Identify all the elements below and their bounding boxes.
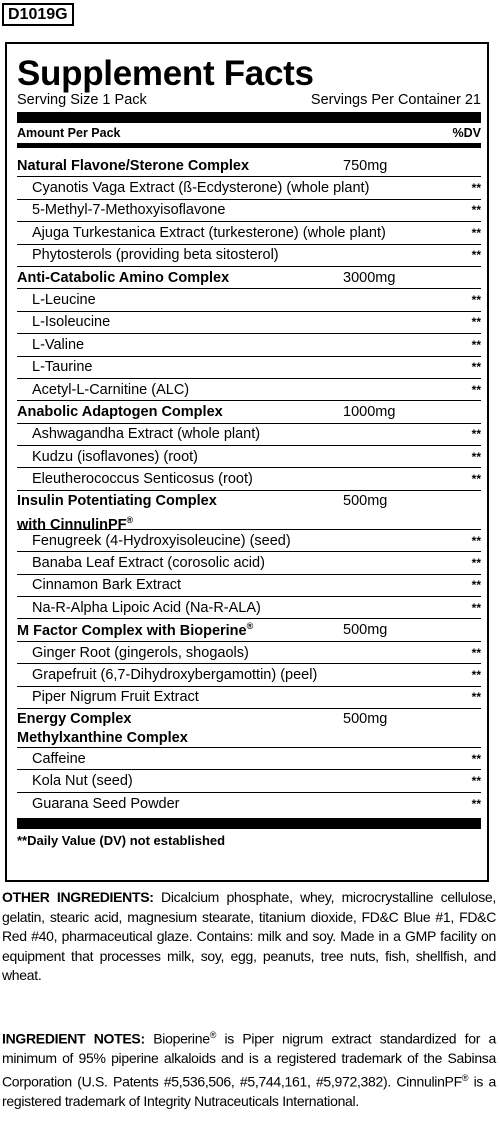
group-header: Natural Flavone/Sterone Complex 750mg [17,155,481,177]
group-header: Energy Complex Methylxanthine Complex 500mg [17,709,481,748]
supplement-facts-panel [5,42,489,882]
ingredient-row: Phytosterols (providing beta sitosterol) ** [17,245,481,267]
ingredient-row: Kola Nut (seed) ** [17,770,481,792]
group-header: Insulin Potentiating Complex with CinnulinPF® 500mg [17,491,481,530]
ingredient-row: Caffeine ** [17,748,481,770]
ingredient-row: L-Valine ** [17,334,481,356]
ingredient-row: L-Leucine ** [17,289,481,311]
panel-title: Supplement Facts [17,54,314,93]
other-ingredients [2,888,496,986]
ingredient-row: Grapefruit (6,7-Dihydroxybergamottin) (peel) ** [17,664,481,686]
ingredient-row: Piper Nigrum Fruit Extract ** [17,687,481,709]
ingredient-row: Kudzu (isoflavones) (root) ** [17,446,481,468]
group-header: Anabolic Adaptogen Complex 1000mg [17,401,481,423]
dv-footnote: **Daily Value (DV) not established [17,833,226,849]
ingredient-row: Cinnamon Bark Extract ** [17,575,481,597]
amount-header [17,123,481,148]
serving-info [17,92,481,108]
ingredient-row: 5-Methyl-7-Methoxyisoflavone ** [17,200,481,222]
ingredient-table [17,155,481,815]
ingredient-row: Ajuga Turkestanica Extract (turkesterone) (whole plant) ** [17,222,481,244]
ingredient-row: Banaba Leaf Extract (corosolic acid) ** [17,552,481,574]
ingredient-row: L-Isoleucine ** [17,312,481,334]
ingredient-row: Eleutherococcus Senticosus (root) ** [17,468,481,490]
ingredient-row: Na-R-Alpha Lipoic Acid (Na-R-ALA) ** [17,597,481,619]
group-header: M Factor Complex with Bioperine® 500mg [17,619,481,641]
thick-divider [17,112,481,123]
amount-label: Amount Per Pack [17,126,121,140]
ingredient-row: Ashwagandha Extract (whole plant) ** [17,424,481,446]
group-header: Anti-Catabolic Amino Complex 3000mg [17,267,481,289]
ingredient-row: Ginger Root (gingerols, shogaols) ** [17,642,481,664]
dv-label: %DV [452,126,481,140]
product-code: D1019G [2,3,74,26]
ingredient-row: Guarana Seed Powder ** [32,795,481,812]
serving-size: Serving Size 1 Pack [17,92,147,108]
ingredient-notes: INGREDIENT NOTES: Bioperine® is Piper nigrum extract standardized for a minimum of 95% piperine alkaloids and is a registered trademark of the Sabinsa Corporation (U.S. Patents #5,536,506, #5,744,161, #5,972,382). CinnulinPF® is a registered trademark of Integrity Nutraceuticals International. [2,1030,496,1109]
bottom-divider [17,818,481,829]
ingredient-notes-label: INGREDIENT NOTES: [2,1030,145,1047]
ingredient-row: Fenugreek (4-Hydroxyisoleucine) (seed) ** [17,530,481,552]
other-ingredients-text: Dicalcium phosphate, whey, microcrystalline cellulose, gelatin, stearic acid, magnesium stearate, titanium dioxide, FD&C Blue #1, FD&C Red #40, pharmaceutical glaze. Contains: milk and soy. Made in a GMP facility on equipment that processes milk, soy, egg, peanuts, tree nuts, fish, shellfish, and wheat. [2,889,496,983]
servings-per-container: Servings Per Container 21 [310,92,481,108]
ingredient-row: Cyanotis Vaga Extract (ß-Ecdysterone) (whole plant) ** [17,177,481,199]
other-ingredients-label: OTHER INGREDIENTS: [2,889,154,905]
ingredient-row: L-Taurine ** [17,357,481,379]
ingredient-row: Acetyl-L-Carnitine (ALC) ** [17,379,481,401]
